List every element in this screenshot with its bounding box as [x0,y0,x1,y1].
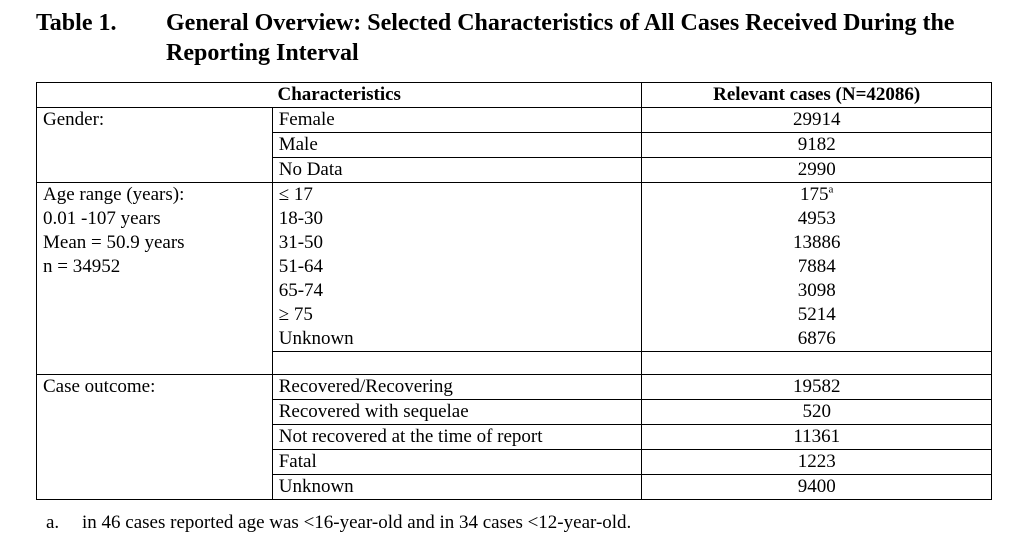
row-value: 6876 [797,328,836,349]
table-footnote [46,511,631,535]
table-row [37,108,992,133]
age-label-line: Age range (years): [43,184,185,205]
row-value: 7884 [797,256,836,277]
age-value-list [642,183,992,352]
group-label-outcome: Case outcome: [37,375,273,500]
footnote-marker: a. [46,512,60,533]
group-label-gender: Gender: [37,108,273,183]
row-value [648,183,985,207]
row-value: 19582 [642,375,992,400]
row-name: Not recovered at the time of report [272,425,642,450]
row-value: 2990 [642,158,992,183]
row-name: Recovered/Recovering [272,375,642,400]
table-title: General Overview: Selected Characteristics of All Cases Received During the Reporting Interval [166,10,955,66]
spacer-cell [642,352,992,375]
row-name: ≤ 17 [278,184,313,205]
table-row [37,375,992,400]
row-name: No Data [272,158,642,183]
characteristics-table [36,82,992,500]
row-name: Male [272,133,642,158]
row-value: 9400 [642,475,992,500]
row-name: 51-64 [278,256,324,277]
footnote-text: in 46 cases reported age was <16-year-old and in 34 cases <12-year-old. [82,512,632,533]
row-name: Recovered with sequelae [272,400,642,425]
row-value: 3098 [797,280,836,301]
table-label: Table 1. [36,10,117,36]
row-name: ≥ 75 [278,304,313,325]
row-name: Unknown [278,328,354,349]
row-value-number: 175 [800,184,829,205]
row-value: 9182 [642,133,992,158]
age-label-line: Mean = 50.9 years [43,232,185,253]
age-label-line: n = 34952 [43,256,121,277]
table-header-row [37,83,992,108]
row-name: Fatal [272,450,642,475]
row-value: 4953 [797,208,836,229]
age-range-list [272,183,642,352]
header-relevant-cases: Relevant cases (N=42086) [642,83,992,108]
row-value: 5214 [797,304,836,325]
row-name: 65-74 [278,280,324,301]
row-value: 520 [642,400,992,425]
row-value: 11361 [642,425,992,450]
footnote-marker-sup: a [828,183,834,196]
row-value: 1223 [642,450,992,475]
spacer-cell [272,352,642,375]
row-name: 18-30 [278,208,324,229]
row-value: 13886 [792,232,841,253]
table-row [37,183,992,352]
group-label-age [37,183,273,375]
row-value: 29914 [642,108,992,133]
header-characteristics: Characteristics [37,83,642,108]
age-label-line: 0.01 -107 years [43,208,161,229]
row-name: Female [272,108,642,133]
row-name: Unknown [272,475,642,500]
row-name: 31-50 [278,232,324,253]
